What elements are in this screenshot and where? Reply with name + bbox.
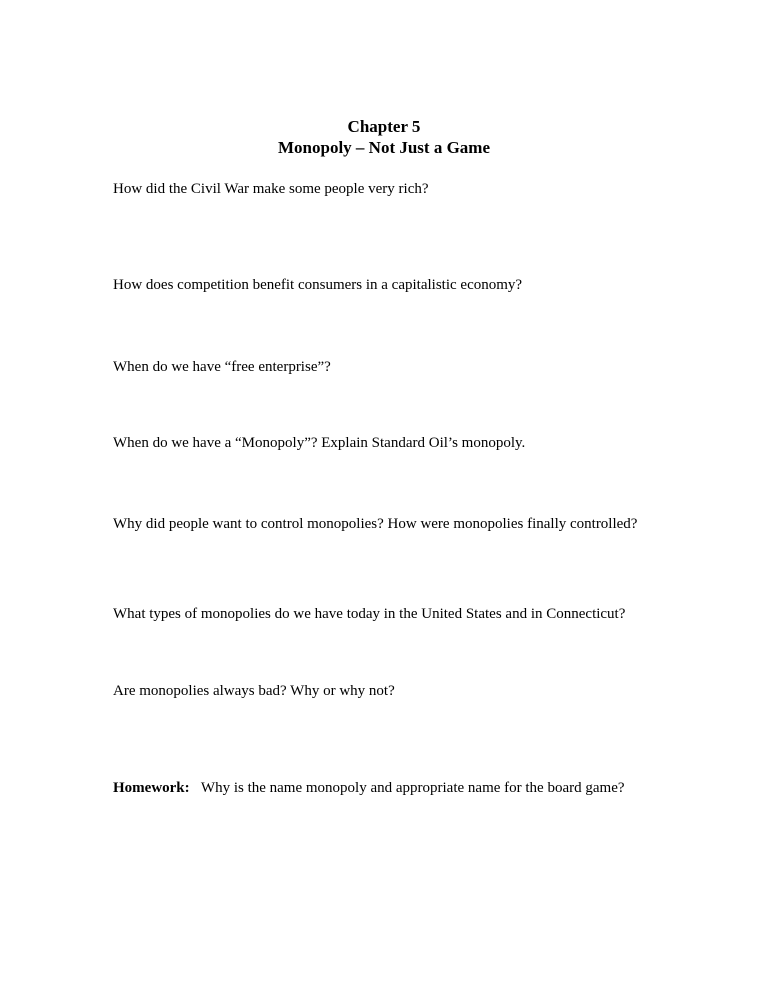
question-7: Are monopolies always bad? Why or why not? [113,683,395,699]
chapter-heading: Chapter 5 [347,117,421,136]
title-block [0,116,768,158]
question-3: When do we have “free enterprise”? [113,359,331,375]
question-2: How does competition benefit consumers in a capitalistic economy? [113,277,523,293]
question-5: Why did people want to control monopolies? How were monopolies finally controlled? [113,516,638,532]
question-6: What types of monopolies do we have today in the United States and in Connecticut? [113,606,626,622]
homework-label: Homework: [113,780,190,796]
homework-question: Why is the name monopoly and appropriate name for the board game? [200,780,625,796]
question-1: How did the Civil War make some people very rich? [113,181,429,197]
question-4: When do we have a “Monopoly”? Explain Standard Oil’s monopoly. [113,435,526,451]
page-title: Monopoly – Not Just a Game [277,138,491,157]
homework-line [113,779,625,797]
